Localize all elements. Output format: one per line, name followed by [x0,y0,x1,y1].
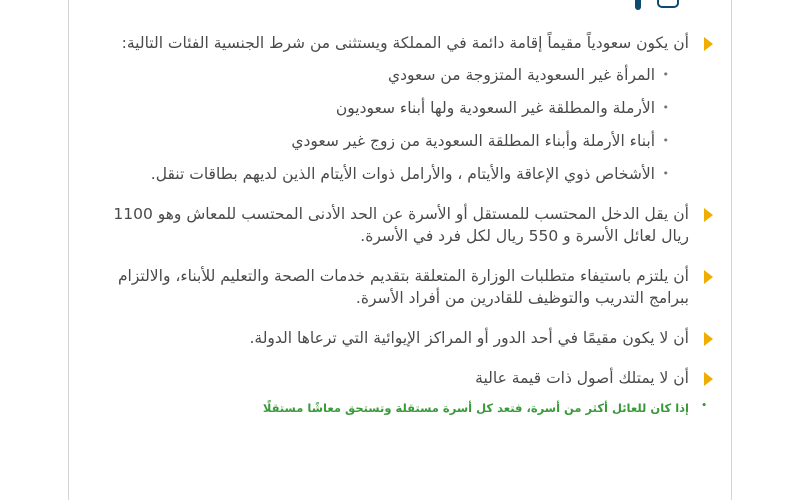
header-icon [657,0,679,8]
footnote [81,401,719,415]
arrow-bullet-icon [704,372,713,386]
condition-text: أن يلتزم باستيفاء متطلبات الوزارة المتعلقة بتقديم خدمات الصحة والتعليم للأبناء، والالتزام ببرامج التدريب والتوظيف للقادرين من أفراد الأسرة. [117,267,689,307]
exception-item: • أبناء الأرملة وأبناء المطلقة السعودية من زوج غير سعودي [81,130,669,152]
condition-item [81,203,719,247]
exception-item: • الأشخاص ذوي الإعاقة والأيتام ، والأرامل ذوات الأيتام الذين لديهم بطاقات تنقل. [81,163,669,185]
exception-item: • المرأة غير السعودية المتزوجة من سعودي [81,64,669,86]
condition-item [81,327,719,349]
condition-text: أن يكون سعودياً مقيماً إقامة دائمة في المملكة ويستثنى من شرط الجنسية الفئات التالية: [121,34,689,52]
arrow-bullet-icon [704,37,713,51]
condition-item [81,367,719,389]
condition-item [81,265,719,309]
header-accent-bar [635,0,641,10]
exception-item: • الأرملة والمطلقة غير السعودية ولها أبناء سعوديون [81,97,669,119]
condition-text: أن لا يمتلك أصول ذات قيمة عالية [475,369,689,387]
exception-list [81,64,689,185]
condition-item [81,32,719,185]
condition-text: أن يقل الدخل المحتسب للمستقل أو الأسرة عن الحد الأدنى المحتسب للمعاش وهو 1100 ريال لعائل الأسرة و 550 ريال لكل فرد في الأسرة. [113,205,689,245]
arrow-bullet-icon [704,208,713,222]
footnote-bullet-icon: • [701,401,707,411]
conditions-list [81,32,719,415]
condition-text: أن لا يكون مقيمًا في أحد الدور أو المراكز الإيوائية التي ترعاها الدولة. [249,329,689,347]
arrow-bullet-icon [704,332,713,346]
document-page [68,0,732,500]
footnote-text: إذا كان للعائل أكثر من أسرة، فتعد كل أسرة مستقلة وتستحق معاشًا مستقلًا [262,401,689,415]
arrow-bullet-icon [704,270,713,284]
